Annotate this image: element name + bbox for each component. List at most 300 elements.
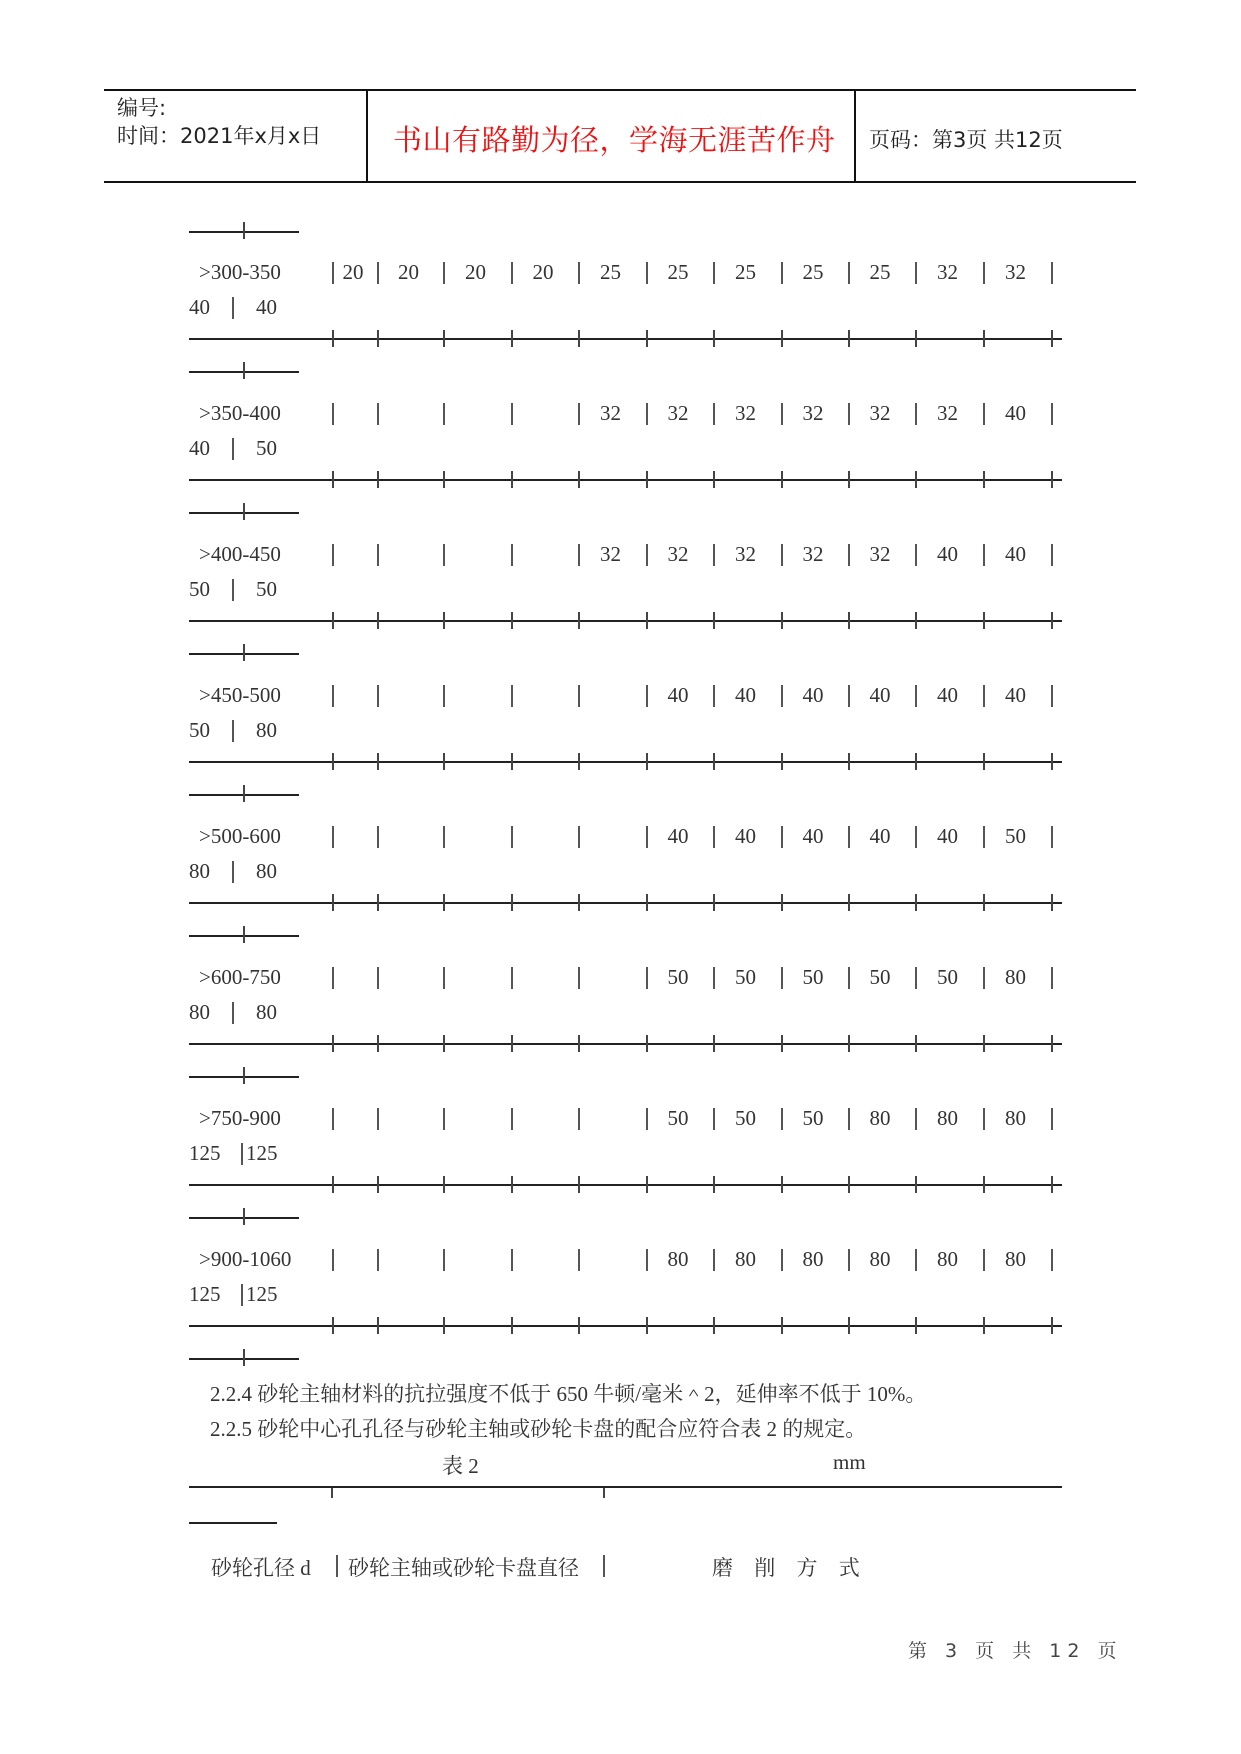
cell-divider [578,1249,580,1271]
table-cell: 50 [667,1106,689,1130]
cell-divider [232,579,234,601]
cell-divider [713,1108,715,1130]
cell-divider [578,967,580,989]
cell-divider [232,1002,234,1024]
table-cell: 32 [1005,260,1026,284]
table-cell-continued: 50 [256,436,277,460]
separator-tick [713,612,715,629]
cell-divider [713,403,715,425]
separator-tick [377,1035,379,1052]
cell-divider [511,826,513,848]
cell-divider [578,544,580,566]
table-cell: 32 [802,401,824,425]
cell-divider [377,685,379,707]
table-cell: 32 [735,401,756,425]
table-cell: 40 [869,824,891,848]
cell-divider [646,1108,648,1130]
separator-tick [781,1176,783,1193]
table-cell: 32 [667,542,689,566]
separator-tick [983,753,985,770]
separator-tick [915,1035,917,1052]
cell-divider [332,967,334,989]
row-separator [189,902,1062,904]
cell-divider [983,1249,985,1271]
cell-divider [646,403,648,425]
table-cell: 32 [869,542,891,566]
table2-pipe [603,1555,605,1577]
cell-divider [915,967,917,989]
cell-divider [1051,967,1053,989]
separator-tick [983,1035,985,1052]
cell-divider [232,720,234,742]
table-cell: 50 [937,965,958,989]
separator-tick [578,471,580,488]
header-top-rule [104,89,1136,91]
separator-tick [578,894,580,911]
separator-tick [713,753,715,770]
separator-tick [915,1317,917,1334]
cell-divider [443,544,445,566]
table-cell: 40 [1005,542,1026,566]
table-cell: 40 [937,683,958,707]
table-cell: 25 [802,260,824,284]
cell-divider [713,826,715,848]
cell-divider [511,967,513,989]
cell-divider [332,1108,334,1130]
cell-divider [848,1108,850,1130]
table2-pipe [336,1555,338,1577]
cell-divider [713,262,715,284]
cell-divider [443,403,445,425]
table-cell: 20 [342,260,364,284]
cell-divider [443,1108,445,1130]
table-cell: 32 [802,542,824,566]
cell-divider [332,403,334,425]
row-range-label: >500-600 [199,824,281,848]
row-range-label: >900-1060 [199,1247,292,1271]
table-cell: 80 [1005,1247,1026,1271]
cell-divider [848,826,850,848]
table-cell: 32 [735,542,756,566]
cell-divider [915,826,917,848]
separator-tick [646,1317,648,1334]
header-page-info: 页码：第3页 共12页 [869,128,1063,152]
separator-tick [332,753,334,770]
separator-tick [915,1176,917,1193]
cell-divider [377,1108,379,1130]
table-cell: 80 [1005,1106,1026,1130]
separator-tick [983,1317,985,1334]
separator-tick [781,471,783,488]
table-cell-continued: 125 [246,1141,278,1165]
table-cell: 40 [937,824,958,848]
cell-divider [232,438,234,460]
header-motto: 书山有路勤为径，学海无涯苦作舟 [393,123,836,157]
separator-tick [983,1176,985,1193]
row-separator [189,1325,1062,1327]
table2-tick [331,1488,333,1498]
separator-tick [511,330,513,347]
table-cell-continued: 50 [189,718,210,742]
separator-tick [1051,753,1053,770]
table-cell: 25 [735,260,756,284]
table-cell: 50 [735,1106,756,1130]
separator-tick [713,894,715,911]
separator-tick [848,1176,850,1193]
separator-tick [578,1317,580,1334]
separator-tick [915,612,917,629]
separator-tick [332,1317,334,1334]
table-cell: 80 [937,1106,958,1130]
header-divider-right [854,89,856,183]
table-cell: 80 [869,1106,891,1130]
separator-tick [578,330,580,347]
table-cell: 50 [667,965,689,989]
separator-tick [443,471,445,488]
page-footer: 第 3 页 共 12 页 [908,1640,1123,1662]
row-stub-tick [243,644,245,661]
separator-tick [578,612,580,629]
row-stub-tick [243,1208,245,1225]
cell-divider [713,685,715,707]
table-cell: 40 [1005,401,1026,425]
cell-divider [983,826,985,848]
table-cell: 40 [802,824,824,848]
separator-tick [511,894,513,911]
table-cell-continued: 80 [256,1000,277,1024]
row-stub-tick [243,1349,245,1366]
cell-divider [1051,544,1053,566]
separator-tick [332,471,334,488]
separator-tick [915,471,917,488]
separator-tick [646,471,648,488]
cell-divider [511,544,513,566]
cell-divider [915,1249,917,1271]
separator-tick [332,1035,334,1052]
header-bottom-rule [104,181,1136,183]
row-range-label: >300-350 [199,260,281,284]
separator-tick [332,330,334,347]
table2-top-rule [189,1486,1062,1488]
cell-divider [848,544,850,566]
table-cell: 40 [735,683,756,707]
separator-tick [1051,612,1053,629]
cell-divider [781,826,783,848]
separator-tick [848,894,850,911]
separator-tick [915,753,917,770]
cell-divider [1051,1249,1053,1271]
cell-divider [646,967,648,989]
separator-tick [443,1317,445,1334]
table-cell: 80 [802,1247,824,1271]
table2-header-spindle-diameter: 砂轮主轴或砂轮卡盘直径 [348,1556,579,1580]
cell-divider [332,1249,334,1271]
separator-tick [713,330,715,347]
table-cell-continued: 40 [189,295,210,319]
cell-divider [781,1249,783,1271]
row-separator [189,479,1062,481]
table-cell: 25 [667,260,689,284]
table-cell: 40 [667,824,689,848]
separator-tick [511,471,513,488]
separator-tick [578,1176,580,1193]
cell-divider [1051,826,1053,848]
separator-tick [1051,1176,1053,1193]
table-cell: 32 [937,260,958,284]
table-cell-continued: 125 [246,1282,278,1306]
separator-tick [377,471,379,488]
table-cell-continued: 40 [189,436,210,460]
table-cell: 80 [869,1247,891,1271]
separator-tick [781,330,783,347]
cell-divider [578,826,580,848]
table-cell-continued: 80 [189,859,210,883]
separator-tick [511,1035,513,1052]
cell-divider [713,967,715,989]
separator-tick [646,894,648,911]
cell-divider [578,685,580,707]
separator-tick [1051,1317,1053,1334]
table-cell: 32 [667,401,689,425]
separator-tick [713,1035,715,1052]
cell-divider [1051,1108,1053,1130]
cell-divider [781,262,783,284]
cell-divider [377,967,379,989]
table-cell: 80 [667,1247,689,1271]
table-cell: 32 [600,542,621,566]
separator-tick [848,471,850,488]
table-cell-continued: 125 [189,1141,221,1165]
row-range-label: >450-500 [199,683,281,707]
table-cell: 32 [937,401,958,425]
separator-tick [377,1176,379,1193]
header-divider-left [366,89,368,183]
separator-tick [646,753,648,770]
cell-divider [713,1249,715,1271]
date-label: 时间：2021年x月x日 [117,124,322,148]
cell-divider [377,262,379,284]
cell-divider [983,685,985,707]
separator-tick [713,1176,715,1193]
table-cell-continued: 80 [256,859,277,883]
separator-tick [1051,471,1053,488]
table2-rule-continuation [189,1522,277,1524]
separator-tick [1051,330,1053,347]
cell-divider [332,544,334,566]
table-cell-continued: 80 [256,718,277,742]
separator-tick [332,612,334,629]
row-stub-tick [243,785,245,802]
row-range-label: >350-400 [199,401,281,425]
table-cell: 50 [735,965,756,989]
clause-2-2-5: 2.2.5 砂轮中心孔孔径与砂轮主轴或砂轮卡盘的配合应符合表 2 的规定。 [210,1417,867,1441]
cell-divider [377,403,379,425]
cell-divider [646,1249,648,1271]
table2-header-grinding-method: 磨 削 方 式 [712,1556,868,1580]
cell-divider [781,967,783,989]
row-stub-tick [243,1067,245,1084]
table-cell: 50 [802,1106,824,1130]
cell-divider [1051,403,1053,425]
separator-tick [377,753,379,770]
clause-2-2-4: 2.2.4 砂轮主轴材料的抗拉强度不低于 650 牛顿/毫米＾2，延伸率不低于 10%。 [210,1382,927,1406]
cell-divider [241,1143,243,1165]
separator-tick [646,612,648,629]
separator-tick [848,1035,850,1052]
separator-tick [781,1317,783,1334]
row-separator [189,620,1062,622]
cell-divider [332,685,334,707]
separator-tick [578,1035,580,1052]
cell-divider [578,1108,580,1130]
cell-divider [848,967,850,989]
table-cell: 50 [802,965,824,989]
separator-tick [377,612,379,629]
table2-unit: mm [833,1450,866,1474]
cell-divider [915,685,917,707]
cell-divider [848,685,850,707]
cell-divider [443,826,445,848]
separator-tick [377,894,379,911]
separator-tick [1051,1035,1053,1052]
cell-divider [781,544,783,566]
row-stub-tick [243,222,245,239]
cell-divider [781,1108,783,1130]
table-cell: 20 [398,260,419,284]
cell-divider [848,262,850,284]
row-separator [189,338,1062,340]
separator-tick [332,894,334,911]
row-range-label: >400-450 [199,542,281,566]
table-cell: 40 [869,683,891,707]
table-cell: 32 [600,401,621,425]
cell-divider [443,685,445,707]
separator-tick [848,330,850,347]
row-separator [189,1043,1062,1045]
serial-label: 编号: [117,96,167,120]
cell-divider [1051,262,1053,284]
table-cell: 32 [869,401,891,425]
table-cell: 25 [869,260,891,284]
table-cell: 25 [600,260,621,284]
separator-tick [332,1176,334,1193]
separator-tick [511,1317,513,1334]
separator-tick [983,471,985,488]
separator-tick [443,1176,445,1193]
separator-tick [511,612,513,629]
cell-divider [443,1249,445,1271]
cell-divider [241,1284,243,1306]
separator-tick [983,330,985,347]
separator-tick [781,612,783,629]
cell-divider [915,262,917,284]
table-cell: 50 [1005,824,1026,848]
row-stub-tick [243,362,245,379]
cell-divider [983,544,985,566]
cell-divider [377,826,379,848]
separator-tick [377,330,379,347]
cell-divider [915,1108,917,1130]
row-stub-tick [243,926,245,943]
table-cell: 40 [1005,683,1026,707]
row-range-label: >750-900 [199,1106,281,1130]
table2-header-hole-diameter: 砂轮孔径 d [211,1556,311,1580]
separator-tick [511,753,513,770]
cell-divider [983,1108,985,1130]
cell-divider [646,826,648,848]
cell-divider [646,262,648,284]
separator-tick [377,1317,379,1334]
separator-tick [511,1176,513,1193]
cell-divider [781,685,783,707]
separator-tick [848,1317,850,1334]
cell-divider [511,403,513,425]
separator-tick [781,1035,783,1052]
separator-tick [781,894,783,911]
table-cell: 80 [1005,965,1026,989]
cell-divider [983,967,985,989]
cell-divider [915,544,917,566]
cell-divider [1051,685,1053,707]
separator-tick [443,612,445,629]
table2-tick [603,1488,605,1498]
cell-divider [646,685,648,707]
row-stub-tick [243,503,245,520]
cell-divider [443,967,445,989]
cell-divider [332,262,334,284]
cell-divider [713,544,715,566]
table-cell: 40 [667,683,689,707]
table-cell: 20 [532,260,554,284]
separator-tick [646,1035,648,1052]
cell-divider [983,403,985,425]
table-cell: 40 [802,683,824,707]
table-cell: 40 [735,824,756,848]
table-cell: 80 [735,1247,756,1271]
table-cell: 50 [869,965,891,989]
table-cell-continued: 80 [189,1000,210,1024]
separator-tick [443,894,445,911]
cell-divider [377,544,379,566]
cell-divider [232,297,234,319]
table-cell-continued: 50 [256,577,277,601]
cell-divider [848,403,850,425]
table-cell-continued: 40 [256,295,277,319]
cell-divider [511,1108,513,1130]
separator-tick [915,894,917,911]
table-cell-continued: 50 [189,577,210,601]
table-cell: 20 [465,260,486,284]
separator-tick [781,753,783,770]
cell-divider [511,685,513,707]
separator-tick [983,894,985,911]
separator-tick [713,1317,715,1334]
separator-tick [646,330,648,347]
cell-divider [443,262,445,284]
cell-divider [983,262,985,284]
separator-tick [713,471,715,488]
table-cell: 80 [937,1247,958,1271]
separator-tick [646,1176,648,1193]
separator-tick [848,753,850,770]
row-separator [189,1184,1062,1186]
separator-tick [983,612,985,629]
cell-divider [377,1249,379,1271]
cell-divider [578,403,580,425]
separator-tick [443,1035,445,1052]
row-range-label: >600-750 [199,965,281,989]
cell-divider [915,403,917,425]
